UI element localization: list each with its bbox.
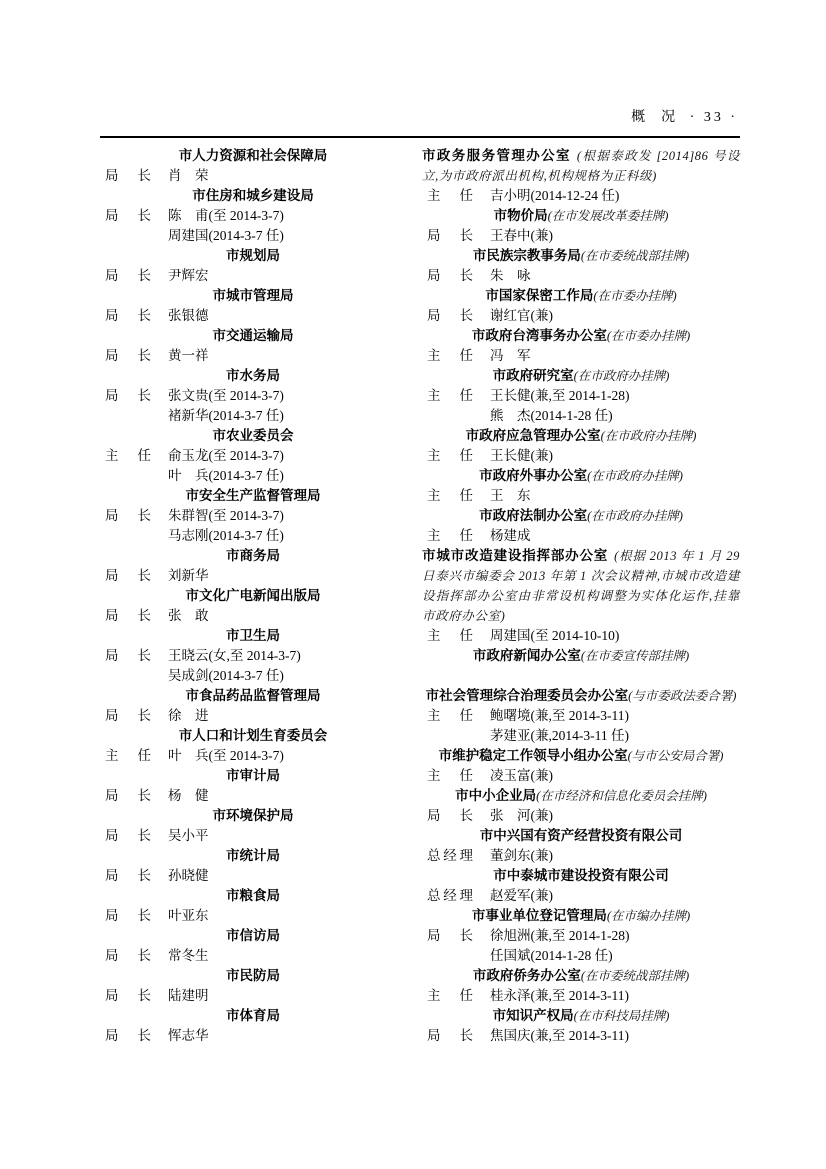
officer-name: 孙晓健: [168, 868, 209, 883]
officer-title: 主任: [105, 748, 151, 763]
org-heading: [100, 246, 406, 266]
org-name: 市农业委员会: [212, 428, 294, 443]
org-name: 市事业单位登记管理局: [471, 908, 607, 923]
officer-name: 张 河(兼): [490, 808, 553, 823]
org-name: 市中兴国有资产经营投资有限公司: [479, 828, 683, 843]
org-name: 市社会管理综合治理委员会办公室: [425, 688, 629, 703]
officer-name: 吴小平: [168, 828, 209, 843]
officer-title: 局长: [427, 808, 473, 823]
org-heading: [422, 686, 740, 706]
officer-continuation-row: [100, 226, 406, 246]
left-column: [100, 146, 406, 1046]
officer-continuation-row: [100, 466, 406, 486]
org-name: 市物价局: [493, 208, 548, 223]
officer-row: [422, 886, 740, 906]
officer-name: 张 敢: [168, 608, 209, 623]
org-heading: [422, 546, 740, 626]
org-heading: [100, 146, 406, 166]
officer-continuation-row: [422, 946, 740, 966]
org-note: (在市科技局挂牌): [573, 1009, 670, 1023]
officer-name: 叶 兵(至 2014-3-7): [168, 748, 284, 763]
officer-row: [422, 386, 740, 406]
officer-row: [422, 846, 740, 866]
officer-row: [100, 446, 406, 466]
officer-name: 王长健(兼,至 2014-1-28): [490, 388, 630, 403]
officer-row: [422, 226, 740, 246]
org-name: 市环境保护局: [212, 808, 294, 823]
officer-name: 吉小明(2014-12-24 任): [490, 188, 620, 203]
org-name: 市维护稳定工作领导小组办公室: [438, 748, 628, 763]
officer-name: 王长健(兼): [490, 448, 553, 463]
officer-title: 总经理: [427, 848, 473, 863]
officer-title: 主任: [427, 448, 473, 463]
org-heading: [422, 906, 740, 926]
org-heading: [100, 186, 406, 206]
officer-name: 吴成剑(2014-3-7 任): [168, 668, 284, 683]
org-note: (根据泰政发 [2014]86 号设立,为市政府派出机构,机构规格为正科级): [422, 149, 740, 183]
org-name: 市人口和计划生育委员会: [178, 728, 328, 743]
org-name: 市商务局: [226, 548, 280, 563]
org-note: (在市委宣传部挂牌): [580, 649, 690, 663]
org-name: 市中小企业局: [455, 788, 537, 803]
officer-row: [422, 706, 740, 726]
officer-name: 桂永泽(兼,至 2014-3-11): [490, 988, 629, 1003]
org-heading: [100, 846, 406, 866]
officer-name: 叶亚东: [168, 908, 209, 923]
org-heading: [100, 326, 406, 346]
org-name: 市水务局: [226, 368, 280, 383]
officer-continuation-row: [422, 726, 740, 746]
org-note: (在市经济和信息化委员会挂牌): [536, 789, 707, 803]
org-heading: [422, 286, 740, 306]
org-name: 市文化广电新闻出版局: [185, 588, 321, 603]
officer-name: 朱 咏: [490, 268, 531, 283]
officer-title: 主任: [427, 348, 473, 363]
org-note: (与市公安局合署): [627, 749, 724, 763]
officer-title: 局长: [105, 268, 151, 283]
org-name: 市政府台湾事务办公室: [471, 328, 607, 343]
org-note: (与市委政法委合署): [628, 689, 737, 703]
org-heading: [422, 366, 740, 386]
officer-title: 局长: [427, 1028, 473, 1043]
org-heading: [100, 586, 406, 606]
officer-title: 主任: [427, 388, 473, 403]
officer-title: 局长: [105, 348, 151, 363]
org-heading: [422, 746, 740, 766]
org-heading: [422, 206, 740, 226]
officer-row: [422, 806, 740, 826]
officer-name: 恽志华: [168, 1028, 209, 1043]
officer-title: 局长: [427, 268, 473, 283]
org-note: (在市政府办挂牌): [587, 509, 683, 523]
org-name: 市规划局: [226, 248, 280, 263]
officer-row: [422, 526, 740, 546]
officer-name: 徐旭洲(兼,至 2014-1-28): [490, 928, 630, 943]
page-header: [100, 108, 740, 128]
section-title: 概 况: [631, 110, 677, 125]
officer-name: 茅建亚(兼,2014-3-11 任): [490, 728, 629, 743]
officer-title: 局长: [105, 168, 151, 183]
blank-line: [422, 666, 740, 686]
officer-row: [422, 926, 740, 946]
officer-name: 杨建成: [490, 528, 531, 543]
org-name: 市知识产权局: [492, 1008, 574, 1023]
officer-title: 局长: [105, 608, 151, 623]
officer-name: 周建国(2014-3-7 任): [168, 228, 284, 243]
org-name: 市国家保密工作局: [485, 288, 594, 303]
org-name: 市城市管理局: [212, 288, 294, 303]
two-column-body: [100, 146, 740, 1046]
org-name: 市信访局: [226, 928, 280, 943]
officer-name: 朱群智(至 2014-3-7): [168, 508, 284, 523]
officer-title: 局长: [105, 308, 151, 323]
officer-name: 杨 健: [168, 788, 209, 803]
officer-name: 黄一祥: [168, 348, 209, 363]
org-heading: [422, 426, 740, 446]
org-note: (在市政府办挂牌): [573, 369, 670, 383]
officer-name: 王晓云(女,至 2014-3-7): [168, 648, 301, 663]
org-heading: [422, 646, 740, 666]
org-note: (根据 2013 年 1 月 29 日泰兴市编委会 2013 年第 1 次会议精神,市城市改造建设指挥部办公室由非常设机构调整为实体化运作,挂靠市政府办公室): [422, 549, 740, 623]
officer-row: [422, 766, 740, 786]
org-heading: [422, 786, 740, 806]
officer-row: [100, 346, 406, 366]
officer-title: 局长: [105, 648, 151, 663]
officer-title: 局长: [105, 388, 151, 403]
officer-title: 主任: [105, 448, 151, 463]
officer-name: 马志刚(2014-3-7 任): [168, 528, 284, 543]
officer-title: 局长: [105, 948, 151, 963]
officer-name: 周建国(至 2014-10-10): [490, 628, 620, 643]
org-name: 市政府研究室: [492, 368, 574, 383]
org-name: 市中泰城市建设投资有限公司: [493, 868, 669, 883]
officer-row: [100, 786, 406, 806]
org-name: 市政府外事办公室: [479, 468, 588, 483]
officer-name: 张银德: [168, 308, 209, 323]
org-heading: [100, 546, 406, 566]
org-name: 市政府应急管理办公室: [465, 428, 601, 443]
officer-title: 主任: [427, 768, 473, 783]
org-heading: [422, 966, 740, 986]
org-name: 市人力资源和社会保障局: [178, 148, 328, 163]
officer-title: 局长: [105, 828, 151, 843]
officer-continuation-row: [422, 406, 740, 426]
officer-title: 局长: [105, 868, 151, 883]
org-name: 市体育局: [226, 1008, 280, 1023]
org-name: 市审计局: [226, 768, 280, 783]
org-name: 市住房和城乡建设局: [192, 188, 314, 203]
page-number: · 33 ·: [689, 110, 738, 125]
officer-row: [100, 906, 406, 926]
org-note: (在市委统战部挂牌): [580, 969, 690, 983]
org-name: 市交通运输局: [212, 328, 294, 343]
officer-name: 叶 兵(2014-3-7 任): [168, 468, 284, 483]
officer-title: 局长: [427, 928, 473, 943]
org-heading: [100, 766, 406, 786]
officer-continuation-row: [100, 406, 406, 426]
officer-name: 熊 杰(2014-1-28 任): [490, 408, 613, 423]
officer-row: [100, 306, 406, 326]
officer-row: [422, 446, 740, 466]
org-heading: [100, 806, 406, 826]
org-name: 市卫生局: [226, 628, 280, 643]
org-note: (在市政府办挂牌): [600, 429, 697, 443]
org-heading: [422, 326, 740, 346]
officer-name: 俞玉龙(至 2014-3-7): [168, 448, 284, 463]
officer-row: [100, 386, 406, 406]
officer-name: 赵爱军(兼): [490, 888, 553, 903]
org-name: 市政务服务管理办公室: [422, 148, 571, 163]
org-heading: [422, 826, 740, 846]
org-note: (在市编办挂牌): [606, 909, 691, 923]
officer-name: 张文贵(至 2014-3-7): [168, 388, 284, 403]
org-heading: [422, 506, 740, 526]
officer-row: [422, 1026, 740, 1046]
org-heading: [100, 966, 406, 986]
org-note: (在市委办挂牌): [593, 289, 677, 303]
officer-row: [100, 206, 406, 226]
officer-title: 局长: [105, 508, 151, 523]
officer-row: [422, 626, 740, 646]
org-note: (在市政府办挂牌): [587, 469, 683, 483]
org-name: 市民族宗教事务局: [472, 248, 581, 263]
officer-row: [100, 746, 406, 766]
officer-name: 王春中(兼): [490, 228, 553, 243]
officer-row: [100, 1026, 406, 1046]
officer-row: [100, 946, 406, 966]
officer-row: [100, 266, 406, 286]
org-heading: [422, 246, 740, 266]
org-name: 市政府侨务办公室: [472, 968, 581, 983]
officer-title: 主任: [427, 188, 473, 203]
org-heading: [100, 426, 406, 446]
org-name: 市城市改造建设指挥部办公室: [422, 548, 609, 563]
org-name: 市安全生产监督管理局: [185, 488, 321, 503]
officer-title: 局长: [427, 228, 473, 243]
officer-title: 局长: [105, 788, 151, 803]
officer-continuation-row: [100, 666, 406, 686]
officer-title: 局长: [105, 988, 151, 1003]
org-heading: [422, 146, 740, 186]
officer-row: [100, 826, 406, 846]
officer-row: [422, 346, 740, 366]
officer-name: 冯 军: [490, 348, 531, 363]
officer-name: 刘新华: [168, 568, 209, 583]
officer-row: [422, 486, 740, 506]
officer-row: [422, 986, 740, 1006]
officer-name: 王 东: [490, 488, 531, 503]
officer-name: 肖 荣: [168, 168, 209, 183]
org-heading: [100, 626, 406, 646]
officer-row: [422, 266, 740, 286]
officer-title: 局长: [105, 1028, 151, 1043]
org-heading: [100, 366, 406, 386]
officer-row: [422, 186, 740, 206]
officer-title: 局长: [427, 308, 473, 323]
officer-name: 谢红官(兼): [490, 308, 553, 323]
org-note: (在市发展改革委挂牌): [547, 209, 669, 223]
org-heading: [100, 1006, 406, 1026]
org-heading: [100, 726, 406, 746]
officer-name: 陈 甫(至 2014-3-7): [168, 208, 284, 223]
org-name: 市政府法制办公室: [479, 508, 588, 523]
org-heading: [422, 866, 740, 886]
officer-row: [100, 866, 406, 886]
org-name: 市政府新闻办公室: [472, 648, 581, 663]
officer-title: 总经理: [427, 888, 473, 903]
officer-title: 主任: [427, 988, 473, 1003]
officer-name: 陆建明: [168, 988, 209, 1003]
org-heading: [422, 466, 740, 486]
header-rule: [100, 136, 740, 138]
officer-title: 主任: [427, 488, 473, 503]
org-name: 市粮食局: [226, 888, 280, 903]
org-heading: [422, 1006, 740, 1026]
officer-name: 董剑东(兼): [490, 848, 553, 863]
officer-title: 局长: [105, 908, 151, 923]
officer-row: [100, 566, 406, 586]
org-name: 市统计局: [226, 848, 280, 863]
org-note: (在市委办挂牌): [606, 329, 691, 343]
officer-name: 褚新华(2014-3-7 任): [168, 408, 284, 423]
org-name: 市食品药品监督管理局: [185, 688, 321, 703]
right-column: [422, 146, 740, 1046]
officer-row: [100, 706, 406, 726]
org-heading: [100, 886, 406, 906]
org-note: (在市委统战部挂牌): [580, 249, 690, 263]
officer-name: 鲍曙境(兼,至 2014-3-11): [490, 708, 629, 723]
officer-name: 徐 进: [168, 708, 209, 723]
page-content: [100, 108, 740, 1046]
org-heading: [100, 686, 406, 706]
officer-name: 焦国庆(兼,至 2014-3-11): [490, 1028, 629, 1043]
officer-row: [422, 306, 740, 326]
officer-row: [100, 506, 406, 526]
officer-row: [100, 646, 406, 666]
officer-row: [100, 166, 406, 186]
officer-title: 局长: [105, 568, 151, 583]
officer-row: [100, 606, 406, 626]
org-heading: [100, 286, 406, 306]
officer-row: [100, 986, 406, 1006]
officer-title: 局长: [105, 708, 151, 723]
officer-title: 主任: [427, 528, 473, 543]
org-name: 市民防局: [226, 968, 280, 983]
org-heading: [100, 486, 406, 506]
officer-name: 常冬生: [168, 948, 209, 963]
org-heading: [100, 926, 406, 946]
officer-continuation-row: [100, 526, 406, 546]
officer-name: 任国斌(2014-1-28 任): [490, 948, 613, 963]
officer-title: 局长: [105, 208, 151, 223]
officer-title: 主任: [427, 628, 473, 643]
officer-title: 主任: [427, 708, 473, 723]
officer-name: 凌玉富(兼): [490, 768, 553, 783]
officer-name: 尹辉宏: [168, 268, 209, 283]
